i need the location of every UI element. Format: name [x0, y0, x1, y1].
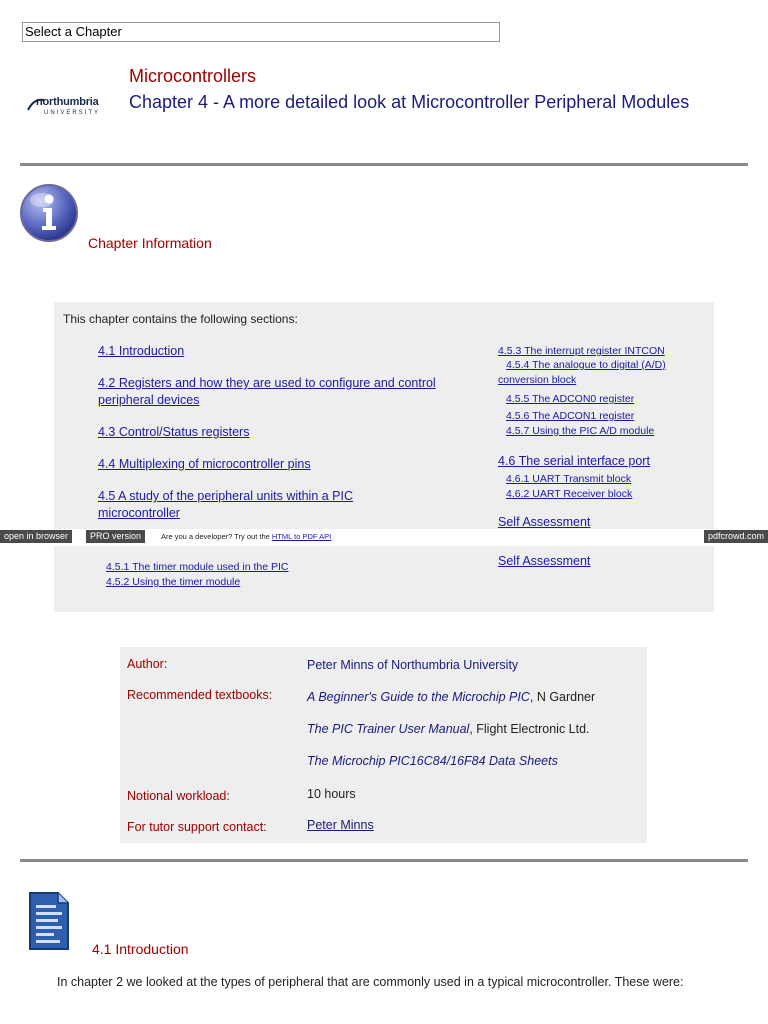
toc-link-4-5[interactable]: 4.5 A study of the peripheral units within a PIC microcontroller	[98, 489, 354, 520]
document-icon	[28, 891, 70, 951]
open-in-browser-button[interactable]: open in browser	[0, 530, 72, 543]
author-value: Peter Minns of Northumbria University	[307, 658, 519, 672]
textbook-1: A Beginner's Guide to the Microchip PIC, N Gardner	[307, 690, 596, 704]
info-icon	[18, 182, 80, 244]
workload-value: 10 hours	[307, 787, 356, 801]
pdfcrowd-brand[interactable]: pdfcrowd.com	[704, 530, 768, 543]
toc-link-4-4[interactable]: 4.4 Multiplexing of microcontroller pins	[98, 457, 311, 471]
toc-link-4-6-1[interactable]: 4.6.1 UART Transmit block	[506, 473, 632, 485]
toc-link-4-5-4[interactable]: 4.5.4 The analogue to digital (A/D) conversion block	[498, 359, 666, 386]
pro-version-button[interactable]: PRO version	[86, 530, 145, 543]
logo-sub: UNIVERSITY	[44, 110, 101, 116]
toc-link-4-5-3[interactable]: 4.5.3 The interrupt register INTCON	[498, 345, 665, 357]
chapter-title: Chapter 4 - A more detailed look at Microcontroller Peripheral Modules	[129, 92, 690, 112]
html-to-pdf-link[interactable]: HTML to PDF API	[271, 532, 332, 541]
self-assessment-link-partial[interactable]: Self Assessment	[498, 515, 591, 529]
tutor-link[interactable]: Peter Minns	[307, 818, 374, 832]
toc-link-4-1[interactable]: 4.1 Introduction	[98, 344, 185, 358]
sections-intro: This chapter contains the following sections:	[63, 312, 298, 326]
toc-link-4-5-6[interactable]: 4.5.6 The ADCON1 register	[506, 410, 635, 422]
chapter-info-heading: Chapter Information	[88, 235, 212, 251]
toc-link-4-5-5[interactable]: 4.5.5 The ADCON0 register	[506, 393, 635, 405]
toc-link-4-5-7[interactable]: 4.5.7 Using the PIC A/D module	[506, 425, 655, 437]
textbook-2: The PIC Trainer User Manual, Flight Electronic Ltd.	[307, 722, 590, 736]
introduction-heading: 4.1 Introduction	[92, 941, 189, 957]
self-assessment-link[interactable]: Self Assessment	[498, 554, 591, 568]
logo-brand: northumbria	[36, 96, 99, 108]
toc-link-4-5-2[interactable]: 4.5.2 Using the timer module	[106, 576, 241, 588]
divider	[20, 163, 748, 166]
textbooks-label: Recommended textbooks:	[127, 688, 273, 702]
workload-label: Notional workload:	[127, 789, 230, 803]
tutor-label: For tutor support contact:	[127, 820, 267, 834]
toc-link-4-6-2[interactable]: 4.6.2 UART Receiver block	[506, 488, 633, 500]
introduction-paragraph: In chapter 2 we looked at the types of peripheral that are commonly used in a typical microcontroller. These were:	[57, 975, 684, 989]
course-title: Microcontrollers	[129, 66, 257, 86]
author-label: Author:	[127, 657, 168, 671]
northumbria-logo	[26, 96, 122, 126]
toc-link-4-3[interactable]: 4.3 Control/Status registers	[98, 425, 250, 439]
pdfcrowd-bar	[0, 529, 768, 546]
divider	[20, 859, 748, 862]
toc-link-4-5-1[interactable]: 4.5.1 The timer module used in the PIC	[106, 561, 289, 573]
toc-link-4-2[interactable]: 4.2 Registers and how they are used to configure and control peripheral devices	[98, 376, 436, 407]
chapter-select[interactable]: Select a Chapter	[22, 22, 500, 42]
textbook-3: The Microchip PIC16C84/16F84 Data Sheets	[307, 754, 558, 768]
developer-text: Are you a developer? Try out the HTML to PDF API	[161, 532, 332, 541]
meta-panel	[120, 647, 647, 843]
toc-link-4-6[interactable]: 4.6 The serial interface port	[498, 454, 650, 468]
